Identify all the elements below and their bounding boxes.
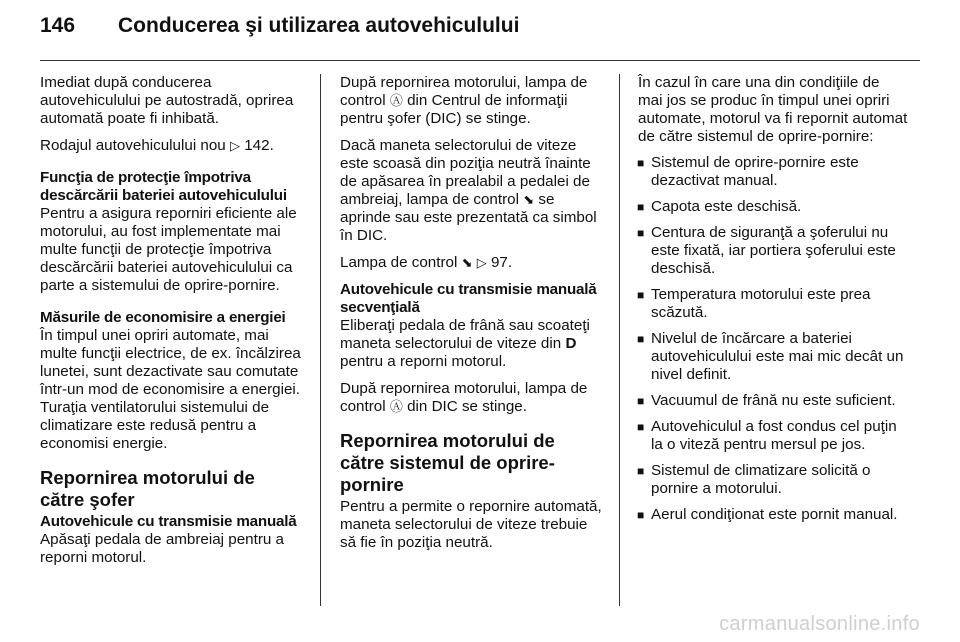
column-2 <box>340 74 604 561</box>
paragraph: Pentru a permite o repornire automată, maneta selectorului de viteze trebuie să fie în poziţia neutră. <box>340 498 602 551</box>
paragraph: Apăsaţi pedala de ambreiaj pentru a reporni motorul. <box>40 531 285 566</box>
paragraph: Imediat după conducerea autovehiculului pe autostradă, oprirea automată poate fi inhibată. <box>40 74 294 127</box>
list-item: ■ Nivelul de încărcare a bateriei autovehiculului este mai mic decât un nivel definit. <box>638 330 908 384</box>
list-item: ■ Vacuumul de frână nu este suficient. <box>638 392 908 410</box>
stop-start-lamp-icon: ⬊ <box>523 192 535 207</box>
paragraph: Dacă maneta selectorului de viteze este scoasă din poziţia neutră înainte de apăsarea în prealabil a pedalei de ambreiaj, lampa de control ⬊ se aprinde sau este prezentată ca simbol în DIC. <box>340 137 597 244</box>
paragraph: După repornirea motorului, lampa de control Ⓐ din DIC se stinge. <box>340 380 588 415</box>
list-item: ■ Sistemul de oprire-pornire este dezactivat manual. <box>638 154 908 190</box>
column-3 <box>638 74 908 532</box>
condition-list <box>638 154 908 524</box>
page-number: 146 <box>40 14 76 37</box>
list-item: ■ Temperatura motorului este prea scăzută. <box>638 286 908 322</box>
paragraph: Pentru a asigura reporniri eficiente ale motorului, au fost implementate mai multe funcţii de protecţie împotriva descărcării bateriei autovehiculului ca parte a sistemului de oprire-pornire. <box>40 205 297 294</box>
page-reference[interactable]: 142. <box>244 137 274 154</box>
reference-arrow-icon: ▷ <box>230 138 240 153</box>
paragraph: În cazul în care una din condiţiile de mai jos se produc în timpul unei opriri automate, motorul va fi repornit automat de către sistemul de oprire-pornire: <box>638 74 908 145</box>
list-item: ■ Autovehiculul a fost condus cel puţin la o viteză pentru mersul pe jos. <box>638 418 908 454</box>
list-item: ■ Aerul condiţionat este pornit manual. <box>638 506 908 524</box>
paragraph: Rodajul autovehiculului nou ▷ 142. <box>40 137 274 154</box>
list-item: ■ Centura de siguranţă a şoferului nu este fixată, iar portiera şoferului este deschisă. <box>638 224 908 278</box>
stop-start-lamp-icon: ⬊ <box>461 255 473 270</box>
subheading: Autovehicule cu transmisie manuală <box>40 513 297 530</box>
auto-stop-lamp-icon: Ⓐ <box>389 93 403 108</box>
paragraph: Lampa de control ⬊ ▷ 97. <box>340 254 513 271</box>
watermark: carmanualsonline.info <box>719 613 920 635</box>
section-heading: Repornirea motorului de către sistemul de oprire-pornire <box>340 430 555 495</box>
reference-arrow-icon: ▷ <box>476 255 487 270</box>
column-divider <box>320 74 321 606</box>
column-1 <box>40 74 302 576</box>
list-item: ■ Sistemul de climatizare solicită o pornire a motorului. <box>638 462 908 498</box>
subheading: Funcţia de protecţie împotriva descărcării bateriei autovehiculului <box>40 169 287 204</box>
list-item: ■ Capota este deschisă. <box>638 198 908 216</box>
page-title: Conducerea şi utilizarea autovehiculului <box>118 14 520 37</box>
paragraph: După repornirea motorului, lampa de control Ⓐ din Centrul de informaţii pentru şofer (DIC) se stinge. <box>340 74 588 127</box>
paragraph: În timpul unei opriri automate, mai multe funcţii electrice, de ex. încălzirea lunetei, sunt dezactivate sau comutate într-un mod de economisire a energiei. Turaţia ventilatorului sistemului de climatizare este redusă pentru a economisi energie. <box>40 327 301 452</box>
header-rule <box>40 60 920 61</box>
auto-stop-lamp-icon: Ⓐ <box>389 399 403 414</box>
page-header <box>40 14 519 38</box>
column-divider <box>619 74 620 606</box>
subheading: Autovehicule cu transmisie manuală secvenţială <box>340 281 597 316</box>
paragraph: Eliberaţi pedala de frână sau scoateţi maneta selectorului de viteze din D pentru a reporni motorul. <box>340 317 590 370</box>
page-reference[interactable]: 97. <box>490 254 513 271</box>
section-heading: Repornirea motorului de către şofer <box>40 467 255 510</box>
subheading: Măsurile de economisire a energiei <box>40 309 286 326</box>
